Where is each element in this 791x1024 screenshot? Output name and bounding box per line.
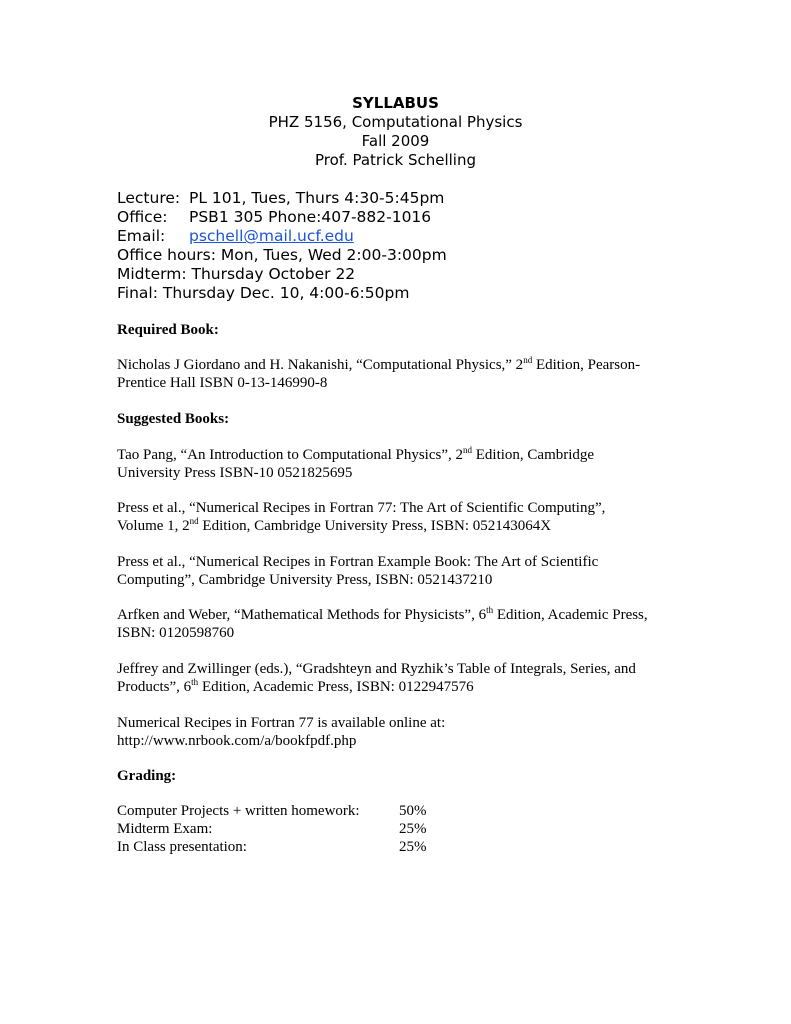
grading-heading: Grading: — [117, 768, 177, 784]
online-url: http://www.nrbook.com/a/bookfpdf.php — [117, 733, 357, 749]
suggested-book-1-line1 — [117, 446, 697, 464]
suggested-book-5-line2 — [117, 678, 697, 696]
grading-row-value: 50% — [399, 803, 427, 819]
office-line — [117, 208, 431, 227]
office-label: Office: — [117, 208, 168, 226]
course-name: PHZ 5156, Computational Physics — [268, 113, 523, 131]
suggested-book-2-line1: Press et al., “Numerical Recipes in Fortran 77: The Art of Scientific Computing”, — [117, 500, 606, 516]
suggested-book-2-text-a: Volume 1, 2 — [117, 518, 190, 534]
suggested-books-heading: Suggested Books: — [117, 411, 230, 427]
email-line — [117, 227, 354, 246]
online-note: Numerical Recipes in Fortran 77 is available online at: — [117, 715, 446, 731]
suggested-book-5-sup: th — [191, 677, 199, 687]
suggested-book-1-sup: nd — [463, 445, 472, 455]
lecture-value: PL 101, Tues, Thurs 4:30-5:45pm — [189, 189, 445, 207]
course-term: Fall 2009 — [361, 132, 430, 150]
required-book-line1 — [117, 356, 697, 374]
suggested-book-3-line1: Press et al., “Numerical Recipes in Fortran Example Book: The Art of Scientific — [117, 554, 599, 570]
email-label: Email: — [117, 227, 166, 245]
suggested-book-3-line2: Computing”, Cambridge University Press, ISBN: 0521437210 — [117, 572, 493, 588]
suggested-book-5-text-a: Products”, 6 — [117, 679, 192, 695]
suggested-book-1-text-b: Edition, Cambridge — [472, 447, 595, 463]
lecture-label: Lecture: — [117, 189, 181, 207]
grading-row — [117, 802, 427, 820]
suggested-book-2-text-b: Edition, Cambridge University Press, ISBN: 052143064X — [198, 518, 552, 534]
required-book-text-b: Edition, Pearson- — [532, 357, 641, 373]
suggested-book-4-sup: th — [486, 605, 494, 615]
document-title: SYLLABUS — [352, 94, 439, 112]
required-book-text-a: Nicholas J Giordano and H. Nakanishi, “Computational Physics,” 2 — [117, 357, 524, 373]
grading-row-label: In Class presentation: — [117, 839, 247, 855]
suggested-book-4-line2: ISBN: 0120598760 — [117, 625, 235, 641]
suggested-book-1-line2: University Press ISBN-10 0521825695 — [117, 465, 353, 481]
office-hours: Office hours: Mon, Tues, Wed 2:00-3:00pm — [117, 246, 447, 264]
suggested-book-2-sup: nd — [189, 516, 199, 526]
office-value: PSB1 305 Phone:407-882-1016 — [189, 208, 432, 226]
suggested-book-5-line1: Jeffrey and Zwillinger (eds.), “Gradshteyn and Ryzhik’s Table of Integrals, Series, and — [117, 661, 636, 677]
grading-row-label: Midterm Exam: — [117, 821, 213, 837]
midterm-date: Midterm: Thursday October 22 — [117, 265, 356, 283]
required-book-sup: nd — [523, 355, 533, 365]
grading-row-value: 25% — [399, 839, 427, 855]
suggested-book-4-line1 — [117, 606, 697, 624]
suggested-book-4-text-a: Arfken and Weber, “Mathematical Methods for Physicists”, 6 — [117, 607, 487, 623]
suggested-book-2-line2 — [117, 517, 697, 535]
grading-row-value: 25% — [399, 821, 427, 837]
lecture-line — [117, 189, 444, 208]
email-link[interactable]: pschell@mail.ucf.edu — [189, 227, 354, 245]
suggested-book-5-text-b: Edition, Academic Press, ISBN: 0122947576 — [198, 679, 474, 695]
required-book-line2: Prentice Hall ISBN 0-13-146990-8 — [117, 375, 328, 391]
instructor-name: Prof. Patrick Schelling — [314, 151, 477, 169]
grading-row-label: Computer Projects + written homework: — [117, 803, 360, 819]
required-book-heading: Required Book: — [117, 322, 219, 338]
suggested-book-4-text-b: Edition, Academic Press, — [493, 607, 648, 623]
final-date: Final: Thursday Dec. 10, 4:00-6:50pm — [117, 284, 410, 302]
suggested-book-1-text-a: Tao Pang, “An Introduction to Computational Physics”, 2 — [117, 447, 463, 463]
grading-row — [117, 838, 427, 856]
grading-row — [117, 820, 427, 838]
